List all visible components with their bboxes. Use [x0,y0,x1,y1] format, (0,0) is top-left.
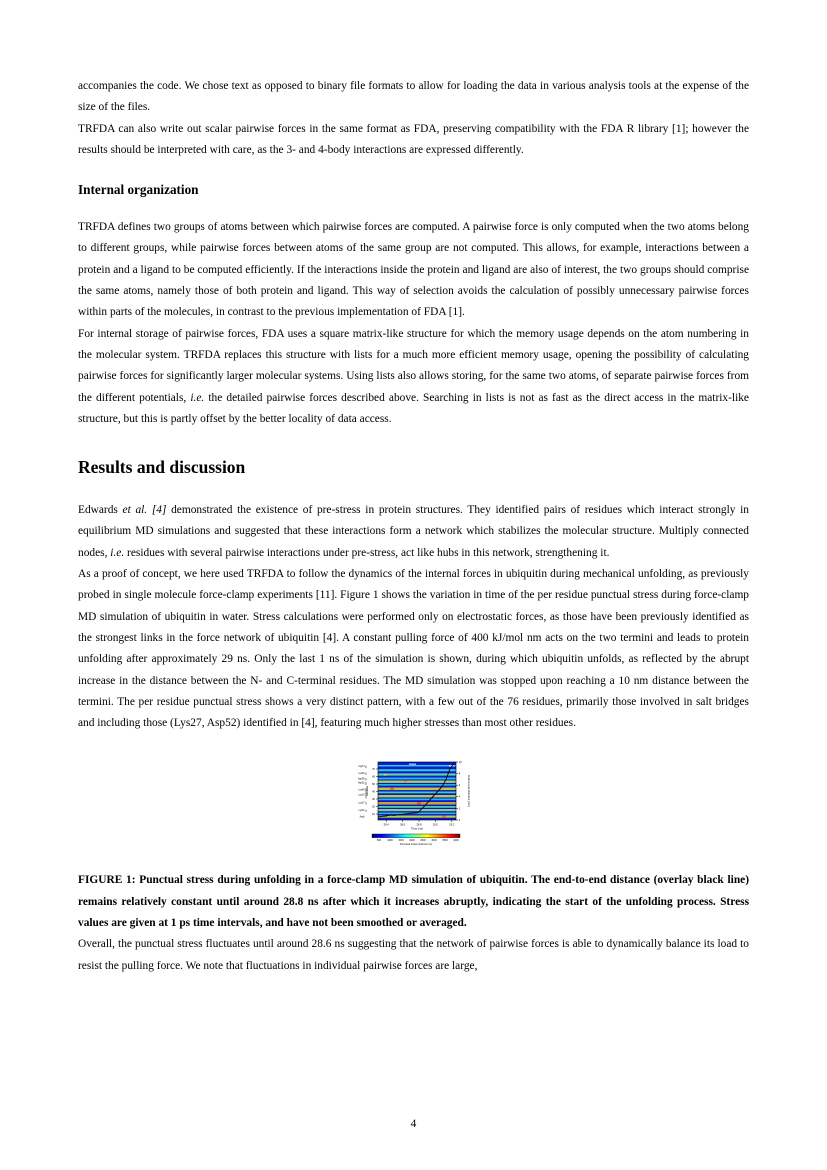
svg-text:1500: 1500 [397,839,404,843]
svg-text:Asp58: Asp58 [357,778,364,781]
y-axis-label: Residue [364,786,369,797]
svg-text:29.2: 29.2 [448,823,454,827]
svg-text:2000: 2000 [408,839,415,843]
svg-text:4000: 4000 [452,839,459,843]
heading-internal-organization: Internal organization [78,182,199,198]
svg-text:Lys11: Lys11 [358,810,364,813]
svg-text:Asp52: Asp52 [357,783,364,786]
figure-1-caption-label: FIGURE 1: [78,874,136,887]
svg-text:2500: 2500 [419,839,426,843]
svg-text:50: 50 [371,783,375,787]
figure-1-caption-text: Punctual stress during unfolding in a force-clamp MD simulation of ubiquitin. The end-to-end distance (overlay black line) remains relatively constant until around 28.8 ns after which it increases abruptly, indicating the start of the unfolding process. Stress values are given at 1 ps time intervals, and have not been smoothed or averaged. [78,874,749,930]
svg-text:3000: 3000 [430,839,437,843]
paragraph-io-2-italic: i.e. [190,391,205,404]
paragraph-rd-1-part3: residues with several pairwise interactions under pre-stress, act like hubs in this network, strengthening it. [124,546,610,559]
figure-1-image [346,754,482,846]
svg-text:Arg74: Arg74 [357,766,364,769]
figure-1-block [78,754,749,846]
svg-text:28.6: 28.6 [399,823,405,827]
svg-text:8: 8 [458,772,460,776]
svg-text:Lys48: Lys48 [357,789,364,792]
figure-1-caption [78,870,749,934]
paragraph-io-2-part1: For internal storage of pairwise forces, FDA uses a square matrix-like structure for which the memory usage depends on the atom numbering in the molecular system. TRFDA replaces this structure with lists for a much more efficient memory usage, opening the possibility of calculating pairwise forces for significantly larger molecular systems. Using lists also allows storing, for the same two atoms, of separate pairwise forces from the different potentials, [78,327,749,404]
y2-axis-label: End-to-end distance (nm) [466,775,471,808]
svg-text:28.8: 28.8 [415,823,422,827]
svg-text:Lys63: Lys63 [357,773,364,776]
svg-text:28.4: 28.4 [383,823,389,827]
paragraph-rd-1-part1: Edwards [78,504,123,517]
svg-text:2: 2 [458,807,460,811]
svg-text:4: 4 [458,796,460,800]
colorbar-label: Punctual stress (kJ/mol nm) [399,843,432,847]
page-content [78,76,749,977]
paragraph-intro-2: TRFDA can also write out scalar pairwise forces in the same format as FDA, preserving compatibility with the FDA R library [1]; however the results should be interpreted with care, as the 3- and 4-body interactions are expressed differently. [78,122,749,156]
svg-text:20: 20 [371,805,375,809]
paragraph-rd-2: As a proof of concept, we here used TRFDA to follow the dynamics of the internal forces in ubiquitin during mechanical unfolding, as previously probed in single molecule force-clamp experiments [11]. Figure 1 shows the variation in time of the per residue punctual stress during force-clamp MD simulation of ubiquitin in water. Stress calculations were performed only on electrostatic forces, as those have been previously identified as the strongest links in the force network of ubiquitin [4]. A constant pulling force of 400 kJ/mol nm acts on the two termini and leads to protein unfolding after approximately 29 ns. Only the last 1 ns of the simulation is shown, during which ubiquitin unfolds, as reflected by the abrupt increase in the distance between the N- and C-terminal residues. The MD simulation was stopped upon reaching a 10 nm distance between the termini. The per residue punctual stress shows a very distinct pattern, with a few out of the 76 residues, primarily those involved in salt bridges and including those (Lys27, Asp52) identified in [4], featuring much higher stresses than most other residues. [78,568,749,730]
heatmap-cells [378,762,456,820]
page-number: 4 [410,1118,417,1130]
paragraph-closing: Overall, the punctual stress fluctuates until around 28.6 ns suggesting that the network of pairwise forces is able to dynamically balance its load to resist the pulling force. We note that fluctuations in individual pairwise forces are large, [78,938,749,972]
svg-text:6: 6 [458,784,460,788]
svg-text:70: 70 [371,768,375,772]
svg-text:500: 500 [376,839,381,843]
svg-text:1000: 1000 [386,839,393,843]
svg-text:60: 60 [371,775,375,779]
paragraph-rd-1 [78,500,749,564]
svg-text:10: 10 [458,761,462,765]
paragraph-rd-1-part2: demonstrated the existence of pre-stress in protein structures. They identified pairs of residues which interact strongly in equilibrium MD simulations and suggested that these interactions form a network which stabilizes the molecular structure. Multiply connected nodes, [78,504,749,559]
paragraph-io-1: TRFDA defines two groups of atoms between which pairwise forces are computed. A pairwise force is only computed when the two atoms belong to different groups, while pairwise forces between atoms of the same group are not computed. This allows, for example, interactions between a protein and a ligand to be computed efficiently. If the interactions inside the protein and ligand are also of interest, the two groups should comprise the same atoms, namely those of both protein and ligand. This way of selection avoids the calculation of possibly unnecessary pairwise forces within parts of the molecules, in contrast to the previous implementation of FDA [1]. [78,221,749,319]
svg-text:40: 40 [371,790,375,794]
svg-text:0: 0 [458,819,460,823]
x-axis-label: Time (ns) [410,827,423,832]
svg-text:30: 30 [371,798,375,802]
colorbar [372,834,460,838]
heatmap-chart [346,754,482,846]
svg-text:Lys33: Lys33 [357,794,364,797]
svg-text:29.0: 29.0 [432,823,438,827]
svg-text:Arg6: Arg6 [359,816,364,819]
svg-text:10: 10 [371,813,375,817]
paragraph-intro-1: accompanies the code. We chose text as opposed to binary file formats to allow for loading the data in various analysis tools at the expense of the size of the files. [78,80,749,114]
heading-results-and-discussion: Results and discussion [78,457,246,478]
paragraph-io-2-part2: the detailed pairwise forces described above. Searching in lists is not as fast as the direct access in the matrix-like structure, but this is partly offset by the better locality of data access. [78,391,749,425]
paragraph-rd-1-italic-citation: et al. [4] [122,504,167,517]
paragraph-io-2 [78,324,749,430]
svg-text:3500: 3500 [441,839,448,843]
paragraph-rd-1-italic-ie: i.e. [110,546,125,559]
svg-text:Lys27: Lys27 [357,802,364,805]
